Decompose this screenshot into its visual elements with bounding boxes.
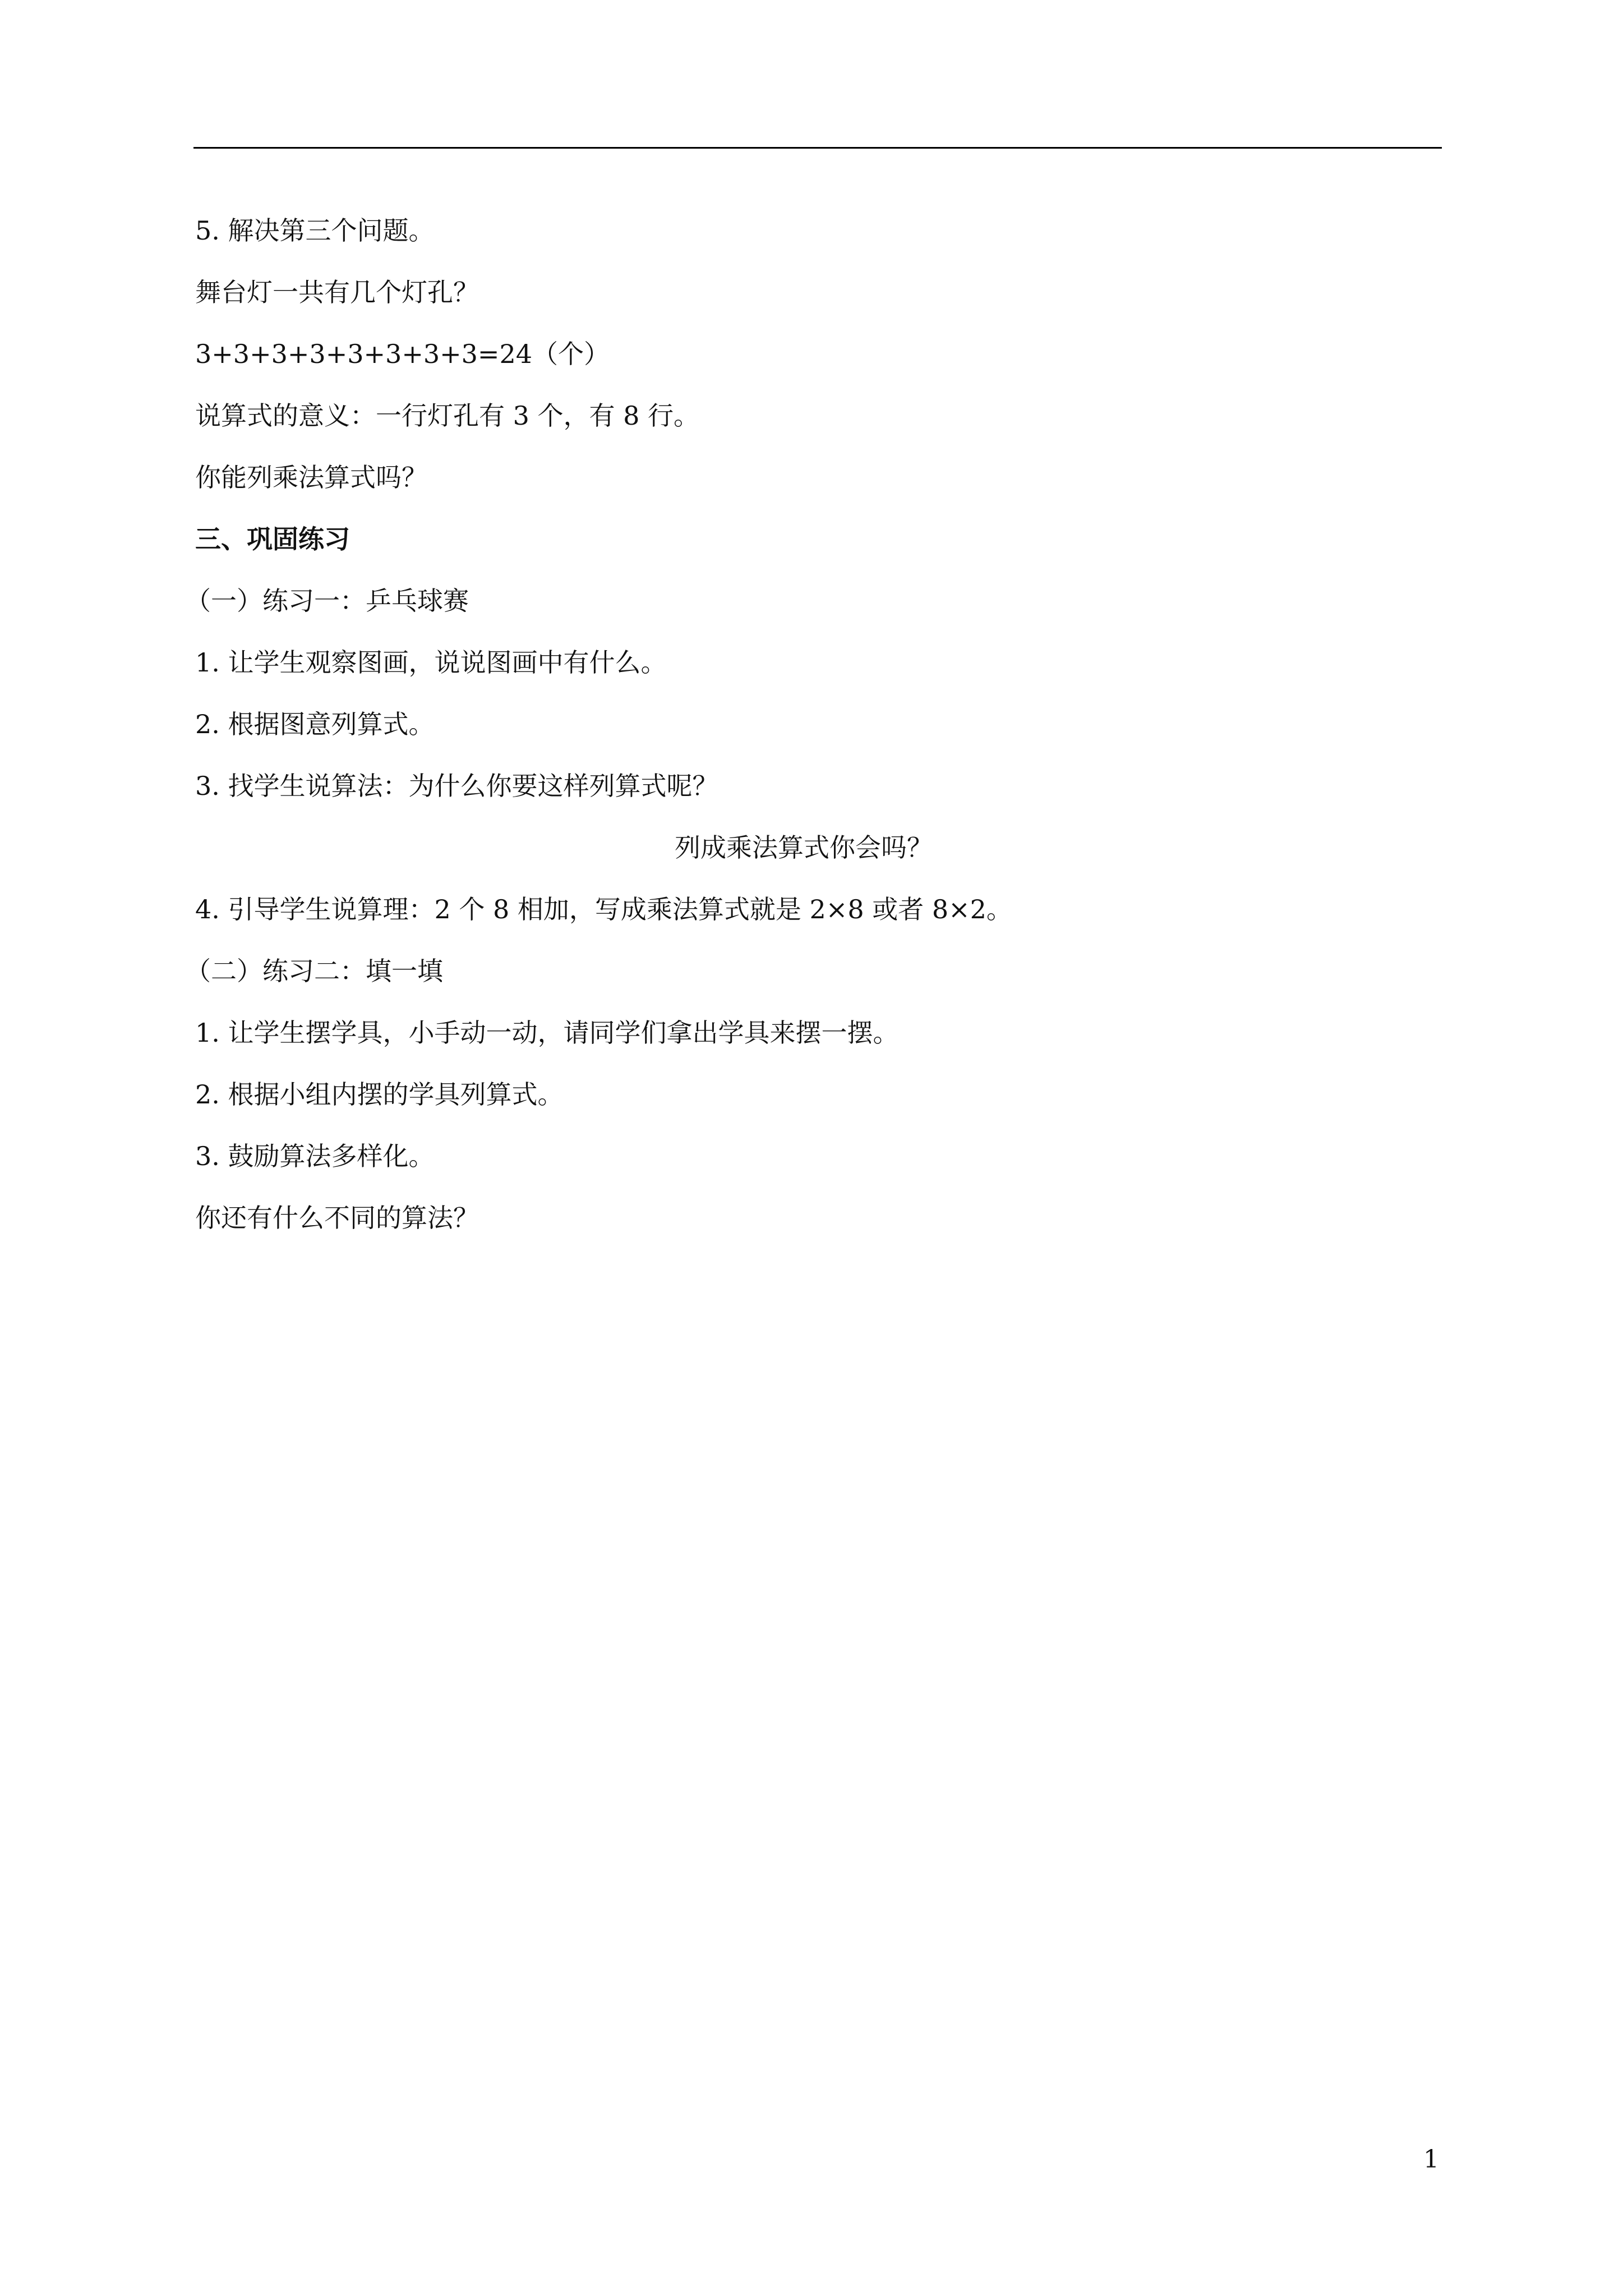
header-rule [193, 147, 1442, 149]
exercise-1-step-1: 1. 让学生观察图画，说说图画中有什么。 [195, 647, 667, 678]
exercise-1-step-3-continued: 列成乘法算式你会吗？ [675, 832, 933, 863]
closing-question: 你还有什么不同的算法？ [195, 1203, 479, 1233]
multiply-question-line: 你能列乘法算式吗？ [195, 462, 427, 493]
step-5-line: 5. 解决第三个问题。 [195, 215, 435, 246]
exercise-2-step-3: 3. 鼓励算法多样化。 [195, 1141, 435, 1171]
question-line: 舞台灯一共有几个灯孔？ [195, 277, 479, 307]
meaning-line: 说算式的意义：一行灯孔有 3 个，有 8 行。 [195, 401, 700, 431]
exercise-1-step-4: 4. 引导学生说算理：2 个 8 相加，写成乘法算式就是 2×8 或者 8×2。 [195, 894, 1012, 924]
exercise-2-step-1: 1. 让学生摆学具，小手动一动，请同学们拿出学具来摆一摆。 [195, 1018, 899, 1048]
exercise-1-heading: （一）练习一：乒乓球赛 [185, 586, 469, 616]
exercise-1-step-2: 2. 根据图意列算式。 [195, 709, 435, 739]
exercise-2-heading: （二）练习二：填一填 [185, 956, 443, 986]
exercise-2-step-2: 2. 根据小组内摆的学具列算式。 [195, 1079, 564, 1110]
section-heading: 三、巩固练习 [195, 524, 350, 554]
page-number: 1 [1423, 2145, 1439, 2174]
equation-line: 3+3+3+3+3+3+3+3=24（个） [195, 339, 610, 369]
exercise-1-step-3: 3. 找学生说算法：为什么你要这样列算式呢？ [195, 771, 718, 801]
